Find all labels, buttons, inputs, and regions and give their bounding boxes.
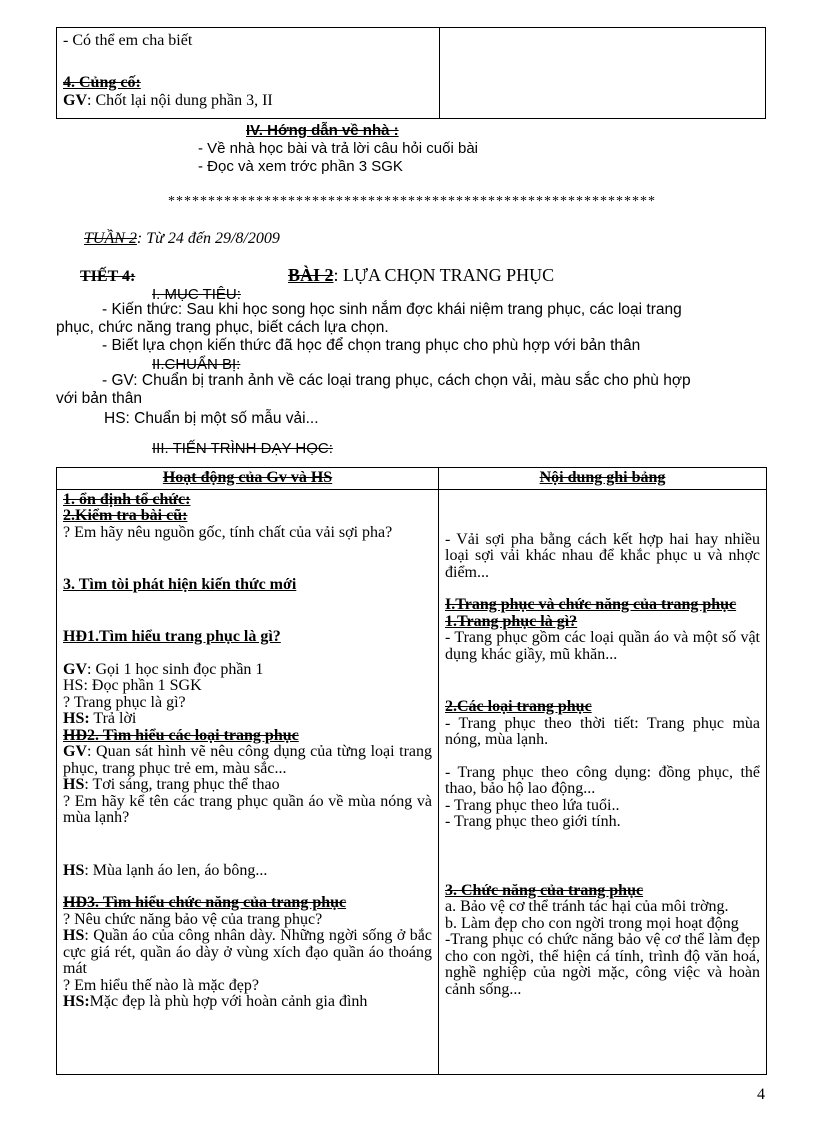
question-1: ? Em hãy nêu nguồn gốc, tính chất của vải sợi pha? — [63, 523, 393, 541]
hs-line-3 — [63, 777, 432, 794]
hs-line-2 — [63, 711, 432, 728]
gv-line-2 — [63, 744, 432, 777]
question-2: ? Trang phục là gì? — [63, 693, 186, 711]
hs-line-5 — [63, 928, 432, 978]
lesson-table — [56, 467, 767, 1075]
preparation-heading: II.CHUẨN BỊ: — [152, 356, 241, 373]
type-1: - Trang phục theo thời tiết: Trang phục mùa nóng, mùa lạnh. — [445, 714, 760, 748]
hs-5-label: HS — [63, 927, 85, 944]
lesson-number: BÀI 2 — [288, 265, 334, 285]
lesson-period: TIẾT 4: — [80, 268, 136, 285]
function-summary: -Trang phục có chức năng bảo vệ cơ thể làm đẹp cho con ngời, thể hiện cá tính, trình độ văn hoá, nghề nghiệp của ngời mặc, công việc và hoàn cảnh sống... — [445, 931, 760, 998]
preparation-line-3: HS: Chuẩn bị một số mẫu vải... — [104, 410, 319, 427]
hs-6-text: Mặc đẹp là phù hợp với hoàn cảnh gia đình — [89, 993, 368, 1010]
right-column-header: Nội dung ghi bảng — [439, 468, 767, 490]
gv-2-label: GV — [63, 743, 87, 760]
question-4: ? Nêu chức năng bảo vệ của trang phục? — [63, 910, 323, 928]
hs-2-text: Trả lời — [89, 710, 137, 727]
type-3: - Trang phục theo lứa tuổi.. — [445, 796, 620, 814]
hs-5-text: : Quần áo của công nhân dày. Những ngời sống ở bắc cực giá rét, quần áo dày ở vùng xích đạo quần áo thoáng mát — [63, 927, 432, 977]
sub-3-heading: 3. Chức năng của trang phục — [445, 881, 644, 899]
week-line — [84, 230, 280, 248]
activity-1-heading: HĐ1.Tìm hiểu trang phục là gì? — [63, 628, 281, 645]
activity-2-heading: HĐ2. Tìm hiểu các loại trang phục — [63, 726, 299, 744]
board-content — [439, 489, 767, 1074]
objectives-line-2: phục, chức năng trang phục, biết cách lựa chọn. — [56, 319, 389, 336]
consolidation-gv-line — [63, 92, 433, 110]
hs-4-text: : Mùa lạnh áo len, áo bông... — [84, 861, 268, 879]
preparation-line-1: - GV: Chuẩn bị tranh ảnh về các loại trang phục, cách chọn vải, màu sắc cho phù hợp — [102, 372, 691, 389]
type-4: - Trang phục theo giới tính. — [445, 813, 621, 830]
answer-1: - Vải sợi pha bằng cách kết hợp hai hay nhiều loại sợi vải khác nhau để khắc phục u và nhợc điểm... — [445, 530, 760, 581]
definition: - Trang phục gồm các loại quần áo và một số vật dụng khác giầy, mũ khăn... — [445, 629, 760, 663]
objectives-heading: I. MỤC TIÊU: — [152, 286, 241, 303]
hs-4-label: HS — [63, 861, 85, 879]
gv-label: GV — [63, 92, 87, 109]
top-table-left-cell — [57, 28, 440, 119]
top-table-right-cell — [440, 28, 766, 119]
homework-heading: IV. Hớng dẫn về nhà : — [246, 122, 399, 139]
hs-2-label: HS: — [63, 710, 90, 727]
objectives-line-1: - Kiến thức: Sau khi học song học sinh nắm đợc khái niệm trang phục, các loại trang — [102, 301, 682, 318]
type-2: - Trang phục theo công dụng: đồng phục, thể thao, bảo hộ lao động... — [445, 763, 760, 797]
section-1-heading: I.Trang phục và chức năng của trang phục — [445, 596, 737, 613]
lesson-title: : LỰA CHỌN TRANG PHỤC — [333, 265, 555, 285]
homework-line-2: - Đọc và xem trớc phần 3 SGK — [198, 158, 403, 175]
consolidation-heading: 4. Củng cố: — [63, 74, 141, 91]
sub-1-heading: 1.Trang phục là gì? — [445, 612, 578, 630]
hs-3-text: : Tơi sáng, trang phục thể thao — [84, 776, 280, 793]
hs-line-4 — [63, 863, 432, 880]
question-3: ? Em hãy kể tên các trang phục quần áo về mùa nóng và mùa lạnh? — [63, 792, 432, 826]
gv-1-label: GV — [63, 660, 87, 678]
homework-line-1: - Về nhà học bài và trả lời câu hỏi cuối bài — [198, 140, 478, 157]
week-text: : Từ 24 đến 29/8/2009 — [136, 230, 280, 247]
week-label: TUẦN 2 — [84, 230, 137, 247]
activity-3-heading: HĐ3. Tìm hiểu chức năng của trang phục — [63, 894, 347, 911]
function-b: b. Làm đẹp cho con ngời trong mọi hoạt động — [445, 914, 739, 932]
gv-2-text: : Quan sát hình vẽ nêu công dụng của từng loại trang phục, trang phục trẻ em, màu sắc... — [63, 743, 432, 777]
gv-1-text: : Gọi 1 học sinh đọc phần 1 — [87, 660, 264, 678]
hs-6-label: HS: — [63, 993, 90, 1010]
separator: ************************************************************* — [168, 194, 656, 209]
preparation-line-2: với bản thân — [56, 390, 142, 407]
hs-line-1: HS: Đọc phần 1 SGK — [63, 677, 202, 694]
org-heading: 1. ổn định tổ chức: — [63, 490, 191, 508]
check-heading: 2.Kiểm tra bài cũ: — [63, 507, 188, 524]
lesson-title-line — [288, 266, 554, 284]
page-number: 4 — [757, 1086, 765, 1103]
process-heading: III. TIẾN TRÌNH DẠY HỌC: — [152, 440, 333, 457]
question-5: ? Em hiểu thế nào là mặc đẹp? — [63, 976, 259, 994]
discover-heading: 3. Tìm tòi phát hiện kiến thức mới — [63, 575, 297, 593]
top-table — [56, 27, 766, 119]
function-a: a. Bảo vệ cơ thể tránh tác hại của môi trờng. — [445, 898, 729, 915]
sub-2-heading: 2.Các loại trang phục — [445, 698, 592, 715]
gv-line-1 — [63, 662, 432, 679]
teacher-student-activities — [57, 489, 439, 1074]
objectives-line-3: - Biết lựa chọn kiến thức đã học để chọn trang phục cho phù hợp với bản thân — [102, 337, 641, 354]
left-column-header: Hoạt động của Gv và HS — [57, 468, 439, 490]
hs-line-6 — [63, 994, 432, 1011]
top-line-1: - Có thể em cha biết — [63, 32, 193, 49]
gv-text: : Chốt lại nội dung phần 3, II — [87, 92, 273, 109]
hs-3-label: HS — [63, 776, 85, 793]
